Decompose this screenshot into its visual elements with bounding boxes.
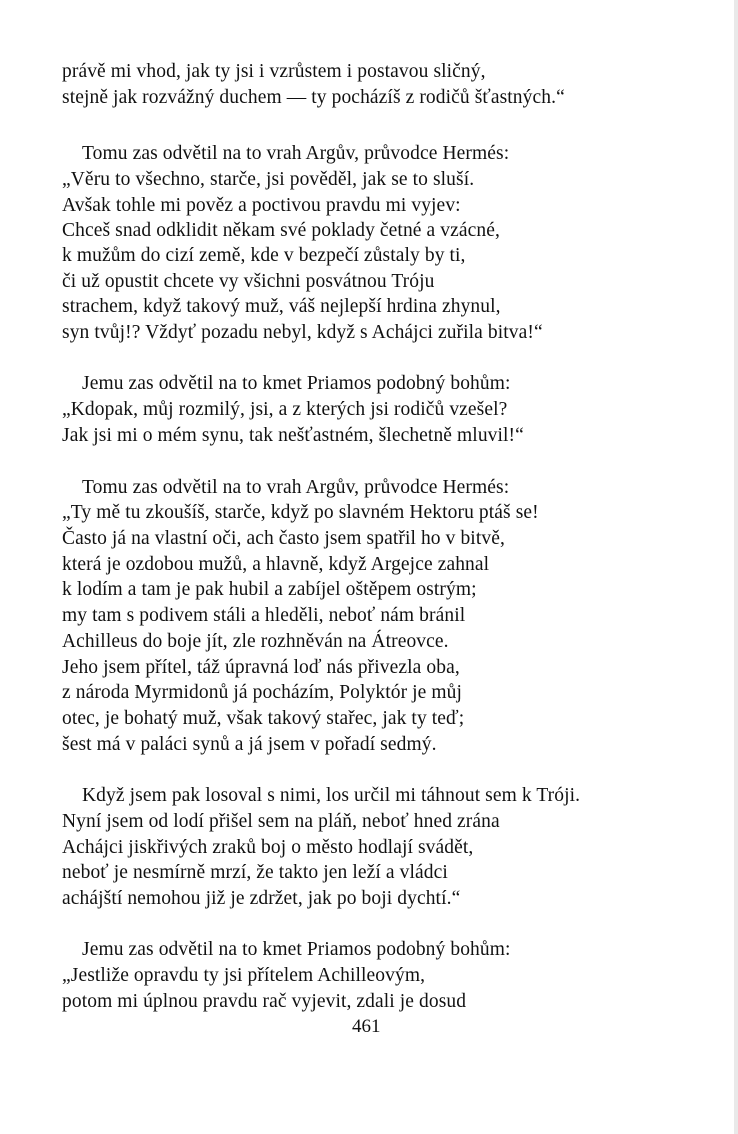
verse-line: my tam s podivem stáli a hleděli, neboť nám bránil bbox=[62, 605, 466, 626]
verse-line: „Jestliže opravdu ty jsi přítelem Achilleovým, bbox=[62, 965, 426, 986]
verse-line: která je ozdobou mužů, a hlavně, když Argejce zahnal bbox=[62, 554, 490, 575]
verse-line: Jemu zas odvětil na to kmet Priamos podobný bohům: bbox=[82, 373, 511, 394]
verse-line: „Ty mě tu zkoušíš, starče, když po slavném Hektoru ptáš se! bbox=[62, 502, 539, 523]
verse-line: Nyní jsem od lodí přišel sem na pláň, neboť hned zrána bbox=[62, 811, 500, 832]
verse-line: Jemu zas odvětil na to kmet Priamos podobný bohům: bbox=[82, 939, 511, 960]
verse-line: Jak jsi mi o mém synu, tak nešťastném, šlechetně mluvil!“ bbox=[62, 425, 524, 446]
verse-line: achájští nemohou již je zdržet, jak po boji dychtí.“ bbox=[62, 888, 461, 909]
verse-line: stejně jak rozvážný duchem — ty pocházíš z rodičů šťastných.“ bbox=[62, 87, 565, 108]
verse-line: potom mi úplnou pravdu rač vyjevit, zdali je dosud bbox=[62, 991, 467, 1012]
verse-line: Často já na vlastní oči, ach často jsem spatřil ho v bitvě, bbox=[62, 528, 505, 549]
verse-line: Jeho jsem přítel, táž úpravná loď nás přivezla oba, bbox=[62, 657, 460, 678]
verse-line: šest má v paláci synů a já jsem v pořadí sedmý. bbox=[62, 734, 437, 755]
verse-line: či už opustit chcete vy všichni posvátnou Tróju bbox=[62, 271, 435, 292]
verse-line: Avšak tohle mi pověz a poctivou pravdu mi vyjev: bbox=[62, 195, 461, 216]
verse-line: „Kdopak, můj rozmilý, jsi, a z kterých jsi rodičů vzešel? bbox=[62, 399, 508, 420]
verse-line: syn tvůj!? Vždyť pozadu nebyl, když s Achájci zuřila bitva!“ bbox=[62, 322, 543, 343]
verse-line: strachem, když takový muž, váš nejlepší hrdina zhynul, bbox=[62, 296, 501, 317]
verse-line: Chceš snad odklidit někam své poklady četné a vzácné, bbox=[62, 220, 500, 241]
verse-line: neboť je nesmírně mrzí, že takto jen leží a vládci bbox=[62, 862, 448, 883]
verse-line: právě mi vhod, jak ty jsi i vzrůstem i postavou sličný, bbox=[62, 61, 486, 82]
verse-line: Když jsem pak losoval s nimi, los určil mi táhnout sem k Tróji. bbox=[82, 785, 581, 806]
verse-line: Achilleus do boje jít, zle rozhněván na Átreovce. bbox=[62, 631, 449, 652]
verse-line: k mužům do cizí země, kde v bezpečí zůstaly by ti, bbox=[62, 245, 466, 266]
page-edge-shadow bbox=[734, 0, 738, 1134]
verse-line: Tomu zas odvětil na to vrah Argův, průvodce Hermés: bbox=[82, 477, 510, 498]
verse-line: k lodím a tam je pak hubil a zabíjel oštěpem ostrým; bbox=[62, 579, 477, 600]
verse-line: Achájci jiskřivých zraků boj o město hodlají svádět, bbox=[62, 837, 474, 858]
verse-line: otec, je bohatý muž, však takový stařec, jak ty teď; bbox=[62, 708, 465, 729]
verse-line: z národa Myrmidonů já pocházím, Polyktór je můj bbox=[62, 682, 463, 703]
page-number: 461 bbox=[352, 1016, 381, 1037]
verse-line: „Věru to všechno, starče, jsi pověděl, jak se to sluší. bbox=[62, 169, 475, 190]
verse-line: Tomu zas odvětil na to vrah Argův, průvodce Hermés: bbox=[82, 143, 510, 164]
